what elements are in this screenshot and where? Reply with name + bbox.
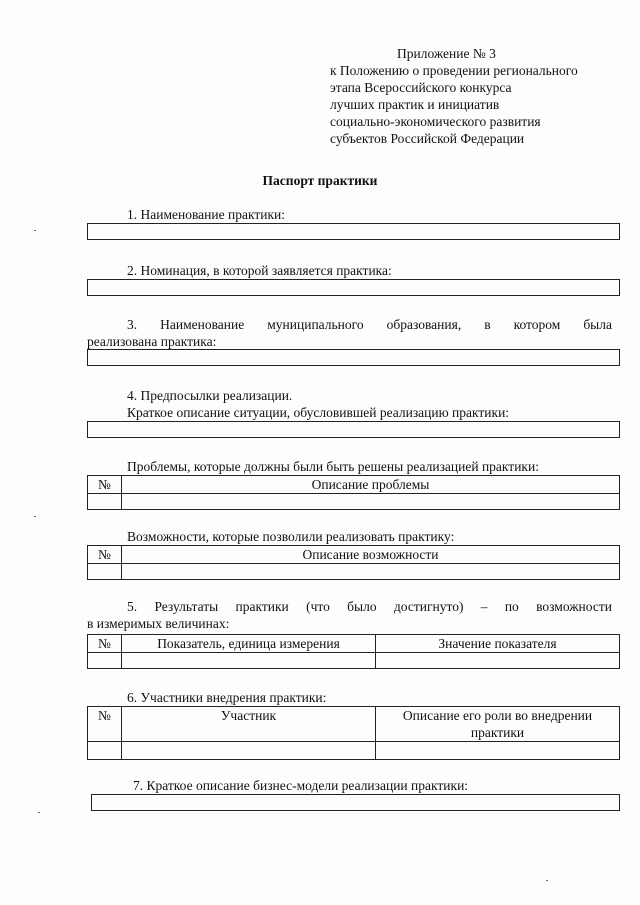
practice-name-field[interactable]: [87, 223, 620, 240]
scan-mark: [34, 516, 36, 517]
col-number-header: №: [88, 635, 122, 653]
appendix-header: [330, 45, 620, 147]
section-5-line-2: в измеримых величинах:: [87, 616, 230, 631]
problems-label: Проблемы, которые должны были быть решены реализацией практики:: [127, 459, 539, 474]
col-number-header: №: [88, 707, 122, 742]
col-number-header: №: [88, 546, 122, 564]
table-row: [88, 742, 620, 760]
section-4-label: 4. Предпосылки реализации.: [127, 388, 293, 403]
table-cell[interactable]: [122, 564, 620, 580]
col-opportunity-description-header: Описание возможности: [122, 546, 620, 564]
appendix-line-5: социально-экономического развития: [330, 114, 541, 129]
table-header-row: [88, 476, 620, 494]
nomination-field[interactable]: [87, 279, 620, 296]
table-header-row: [88, 546, 620, 564]
section-3-line-1: 3. Наименование муниципального образования, в котором была: [127, 317, 612, 332]
col-role-header: Описание его роли во внедрении практики: [376, 707, 620, 742]
table-cell[interactable]: [88, 564, 122, 580]
table-cell[interactable]: [88, 653, 122, 669]
table-row: [88, 564, 620, 580]
problems-table: [87, 475, 620, 510]
table-cell[interactable]: [88, 742, 122, 760]
table-cell[interactable]: [122, 653, 376, 669]
municipality-field[interactable]: [87, 349, 620, 366]
col-participant-header: Участник: [122, 707, 376, 742]
appendix-line-2: к Положению о проведении регионального: [330, 63, 578, 78]
business-model-field[interactable]: [91, 794, 620, 811]
table-cell[interactable]: [122, 494, 620, 510]
section-5-line-1: 5. Результаты практики (что было достигнуто) – по возможности: [127, 599, 612, 614]
scan-mark: [38, 812, 40, 813]
section-6-label: 6. Участники внедрения практики:: [127, 690, 327, 705]
section-7-label: 7. Краткое описание бизнес-модели реализации практики:: [133, 778, 469, 793]
col-indicator-header: Показатель, единица измерения: [122, 635, 376, 653]
scan-mark: [546, 880, 548, 881]
table-row: [88, 653, 620, 669]
col-value-header: Значение показателя: [376, 635, 620, 653]
results-table: [87, 634, 620, 669]
document-title: Паспорт практики: [262, 173, 378, 188]
appendix-line-4: лучших практик и инициатив: [330, 97, 500, 112]
section-1-label: 1. Наименование практики:: [127, 207, 285, 222]
section-2-label: 2. Номинация, в которой заявляется практика:: [127, 263, 392, 278]
opportunities-table: [87, 545, 620, 580]
section-3-line-2: реализована практика:: [87, 334, 217, 349]
opportunities-label: Возможности, которые позволили реализовать практику:: [127, 529, 455, 544]
participants-table: [87, 706, 620, 760]
appendix-line-6: субъектов Российской Федерации: [330, 131, 525, 146]
table-cell[interactable]: [88, 494, 122, 510]
scan-mark: [34, 230, 36, 231]
table-header-row: [88, 707, 620, 742]
table-cell[interactable]: [376, 742, 620, 760]
table-header-row: [88, 635, 620, 653]
table-cell[interactable]: [122, 742, 376, 760]
col-number-header: №: [88, 476, 122, 494]
situation-description-field[interactable]: [87, 421, 620, 438]
col-problem-description-header: Описание проблемы: [122, 476, 620, 494]
appendix-number: Приложение № 3: [397, 46, 496, 61]
table-cell[interactable]: [376, 653, 620, 669]
section-4-sublabel: Краткое описание ситуации, обусловившей реализацию практики:: [127, 405, 510, 420]
appendix-line-3: этапа Всероссийского конкурса: [330, 80, 512, 95]
table-row: [88, 494, 620, 510]
